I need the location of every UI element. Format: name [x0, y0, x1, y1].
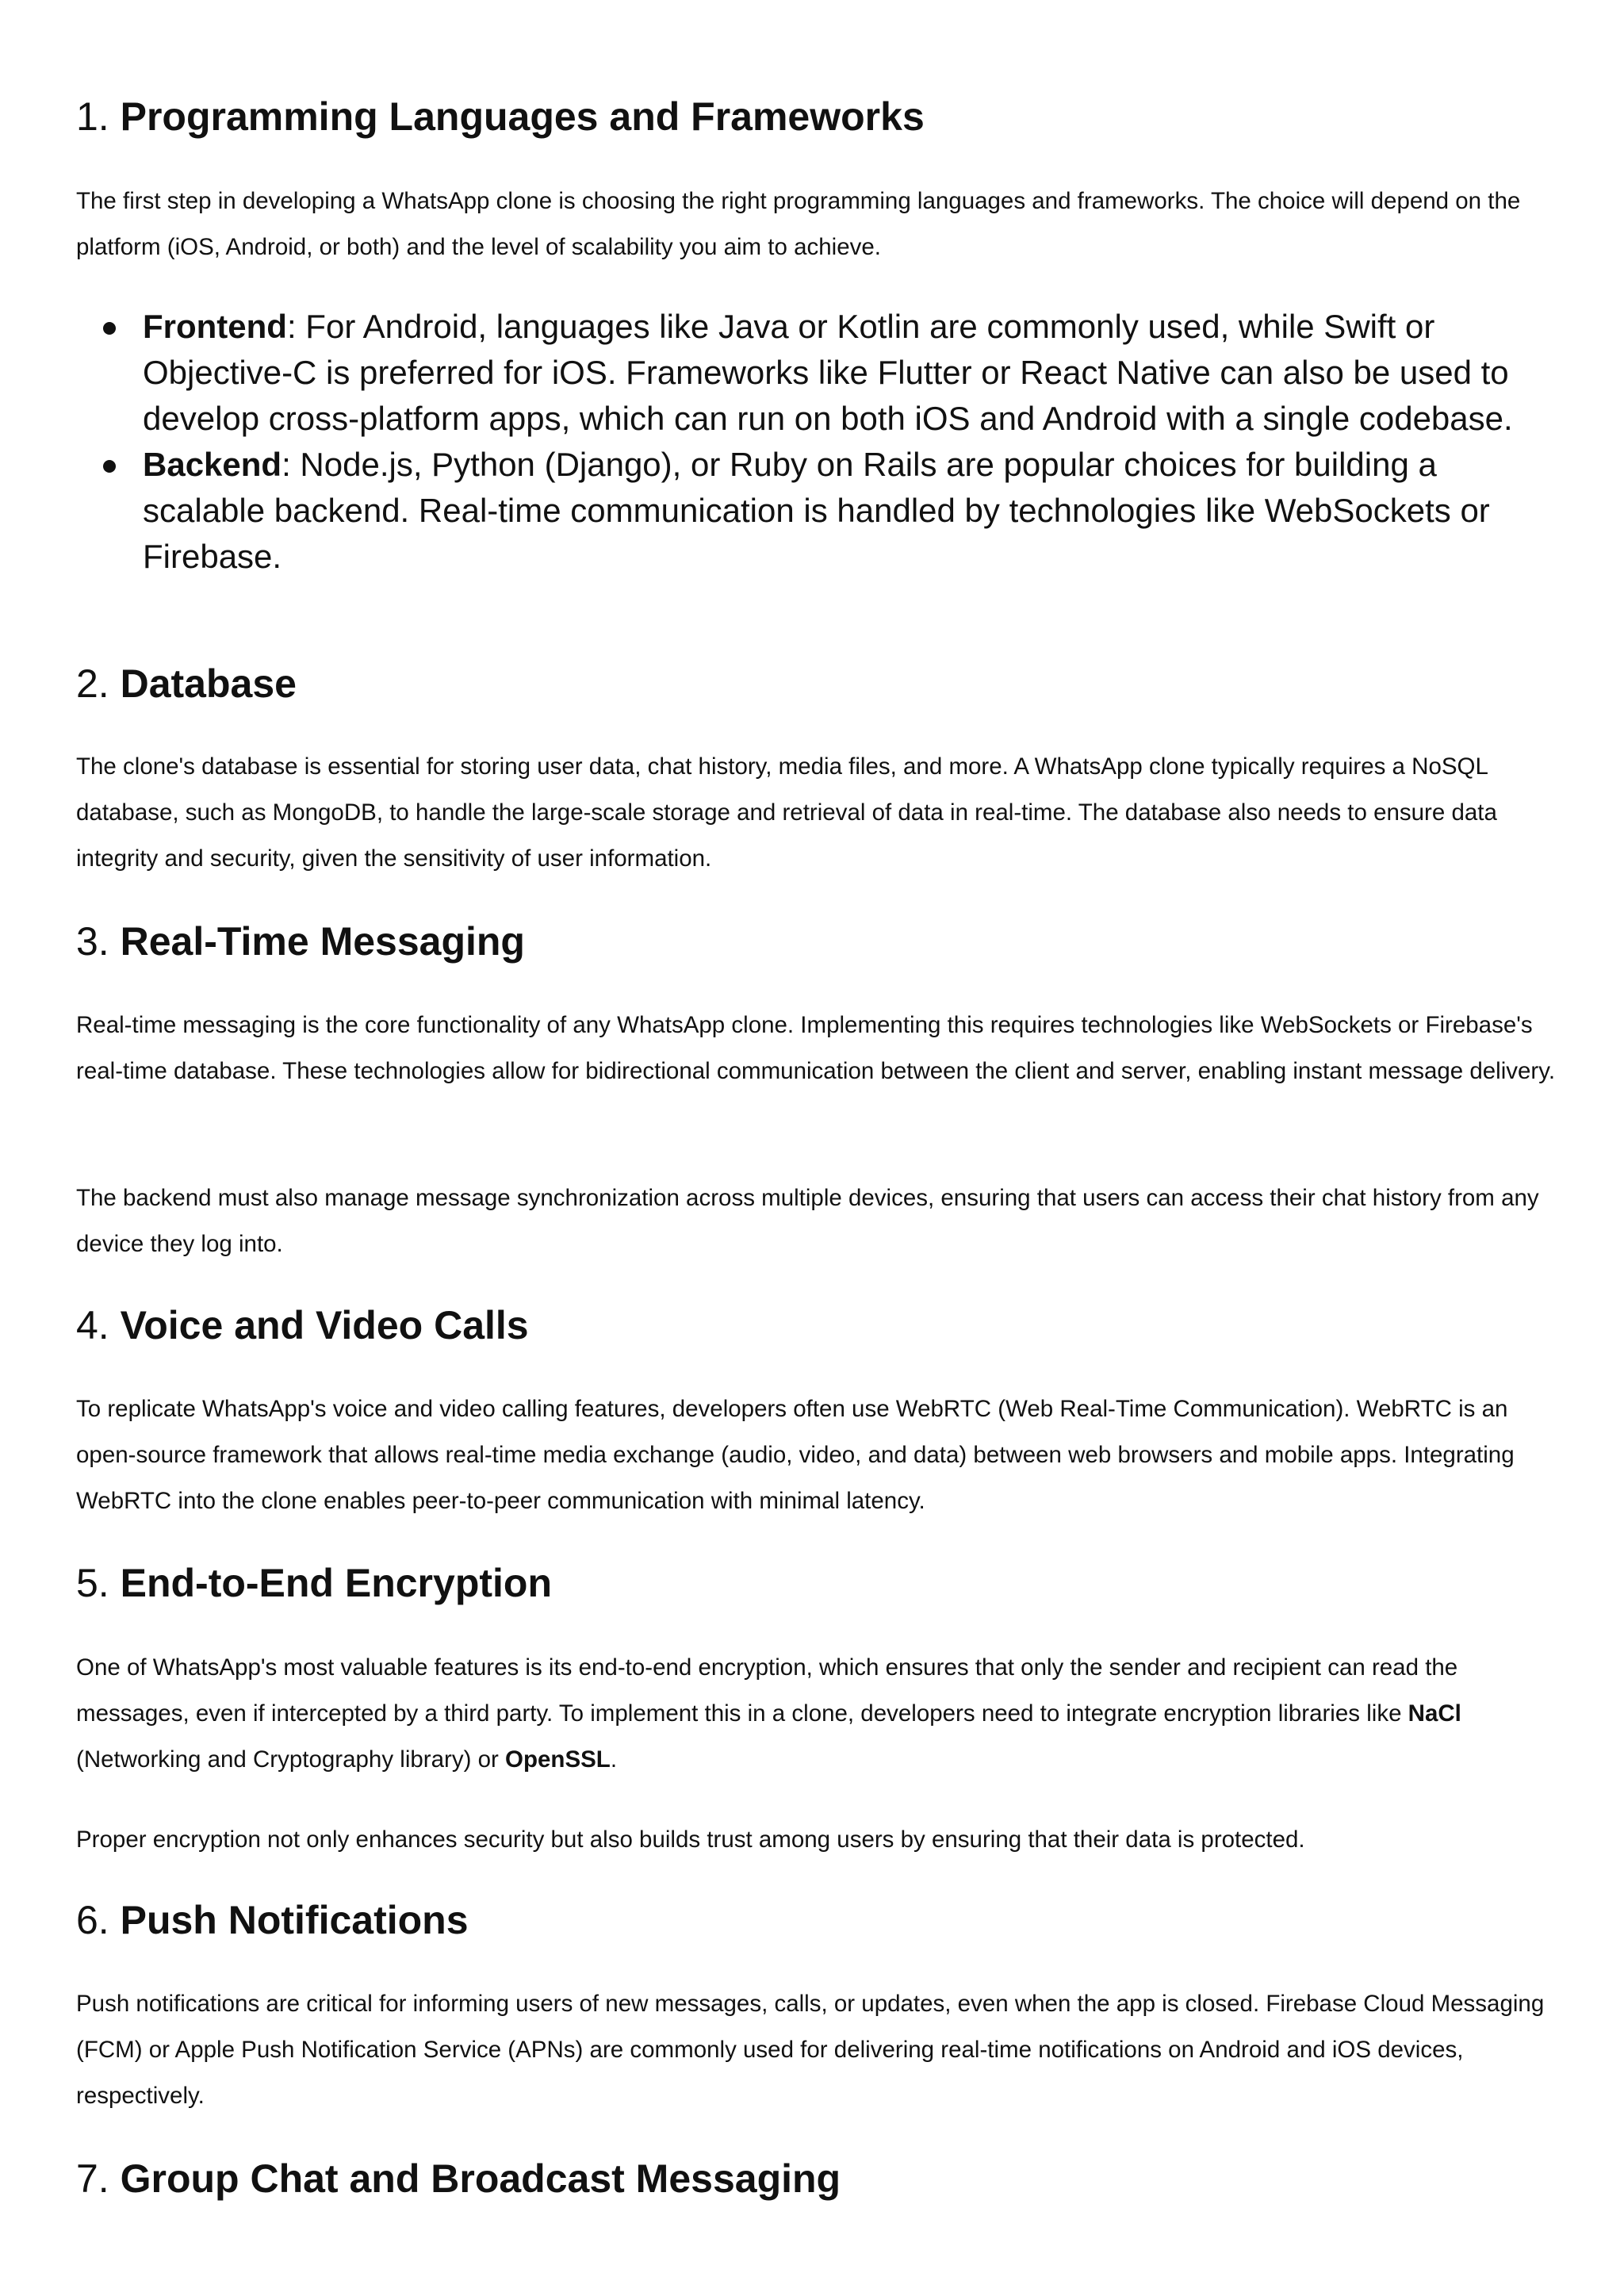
heading-push-notifications: 6. Push Notifications — [76, 1898, 469, 1942]
paragraph: Proper encryption not only enhances security but also builds trust among users by ensuring that their data is protected. — [76, 1826, 1305, 1853]
paragraph: Push notifications are critical for informing users of new messages, calls, or updates, even when the app is closed. Firebase Cloud Messaging (FCM) or Apple Push Notification Service (APNs) are commonly used for delivering real-time notifications on Android and iOS devices, respectively. — [76, 1991, 1545, 2109]
paragraph: One of WhatsApp's most valuable features is its end-to-end encryption, which ensures that only the sender and recipient can read the messages, even if intercepted by a third party. To implement this in a clone, developers need to integrate encryption libraries like NaCl (Networking and Cryptography library) or OpenSSL. — [76, 1654, 1461, 1773]
paragraph: The backend must also manage message synchronization across multiple devices, ensuring that users can access their chat history from any device they log into. — [76, 1185, 1539, 1257]
bullet-icon — [103, 460, 116, 473]
heading-voice-video-calls: 4. Voice and Video Calls — [76, 1303, 529, 1347]
bullet-icon — [103, 322, 116, 335]
paragraph: To replicate WhatsApp's voice and video calling features, developers often use WebRTC (Web Real-Time Communication). WebRTC is an open-source framework that allows real-time media exchange (audio, video, and data) between web browsers and mobile apps. Integrating WebRTC into the clone enables peer-to-peer communication with minimal latency. — [76, 1396, 1515, 1514]
heading-encryption: 5. End-to-End Encryption — [76, 1561, 552, 1605]
paragraph: The first step in developing a WhatsApp clone is choosing the right programming languages and frameworks. The choice will depend on the platform (iOS, Android, or both) and the level of scalability you aim to achieve. — [76, 188, 1521, 260]
heading-real-time-messaging: 3. Real-Time Messaging — [76, 919, 525, 964]
heading-database: 2. Database — [76, 661, 297, 706]
bullet-list — [76, 304, 1559, 580]
paragraph: Real-time messaging is the core functionality of any WhatsApp clone. Implementing this requires technologies like WebSockets or Firebase's real-time database. These technologies allow for bidirectional communication between the client and server, enabling instant message delivery. — [76, 1012, 1556, 1084]
list-item-frontend: Frontend: For Android, languages like Java or Kotlin are commonly used, while Swift or Objective-C is preferred for iOS. Frameworks like Flutter or React Native can also be used to develop cross-platform apps, which can run on both iOS and Android with a single codebase. — [76, 304, 1559, 442]
paragraph: The clone's database is essential for storing user data, chat history, media files, and more. A WhatsApp clone typically requires a NoSQL database, such as MongoDB, to handle the large-scale storage and retrieval of data in real-time. The database also needs to ensure data integrity and security, given the sensitivity of user information. — [76, 753, 1497, 872]
heading-programming-languages: 1. Programming Languages and Frameworks — [76, 94, 925, 139]
list-item-backend: Backend: Node.js, Python (Django), or Ruby on Rails are popular choices for building a scalable backend. Real-time communication is handled by technologies like WebSockets or Firebase. — [76, 442, 1559, 580]
heading-group-chat: 7. Group Chat and Broadcast Messaging — [76, 2156, 841, 2201]
